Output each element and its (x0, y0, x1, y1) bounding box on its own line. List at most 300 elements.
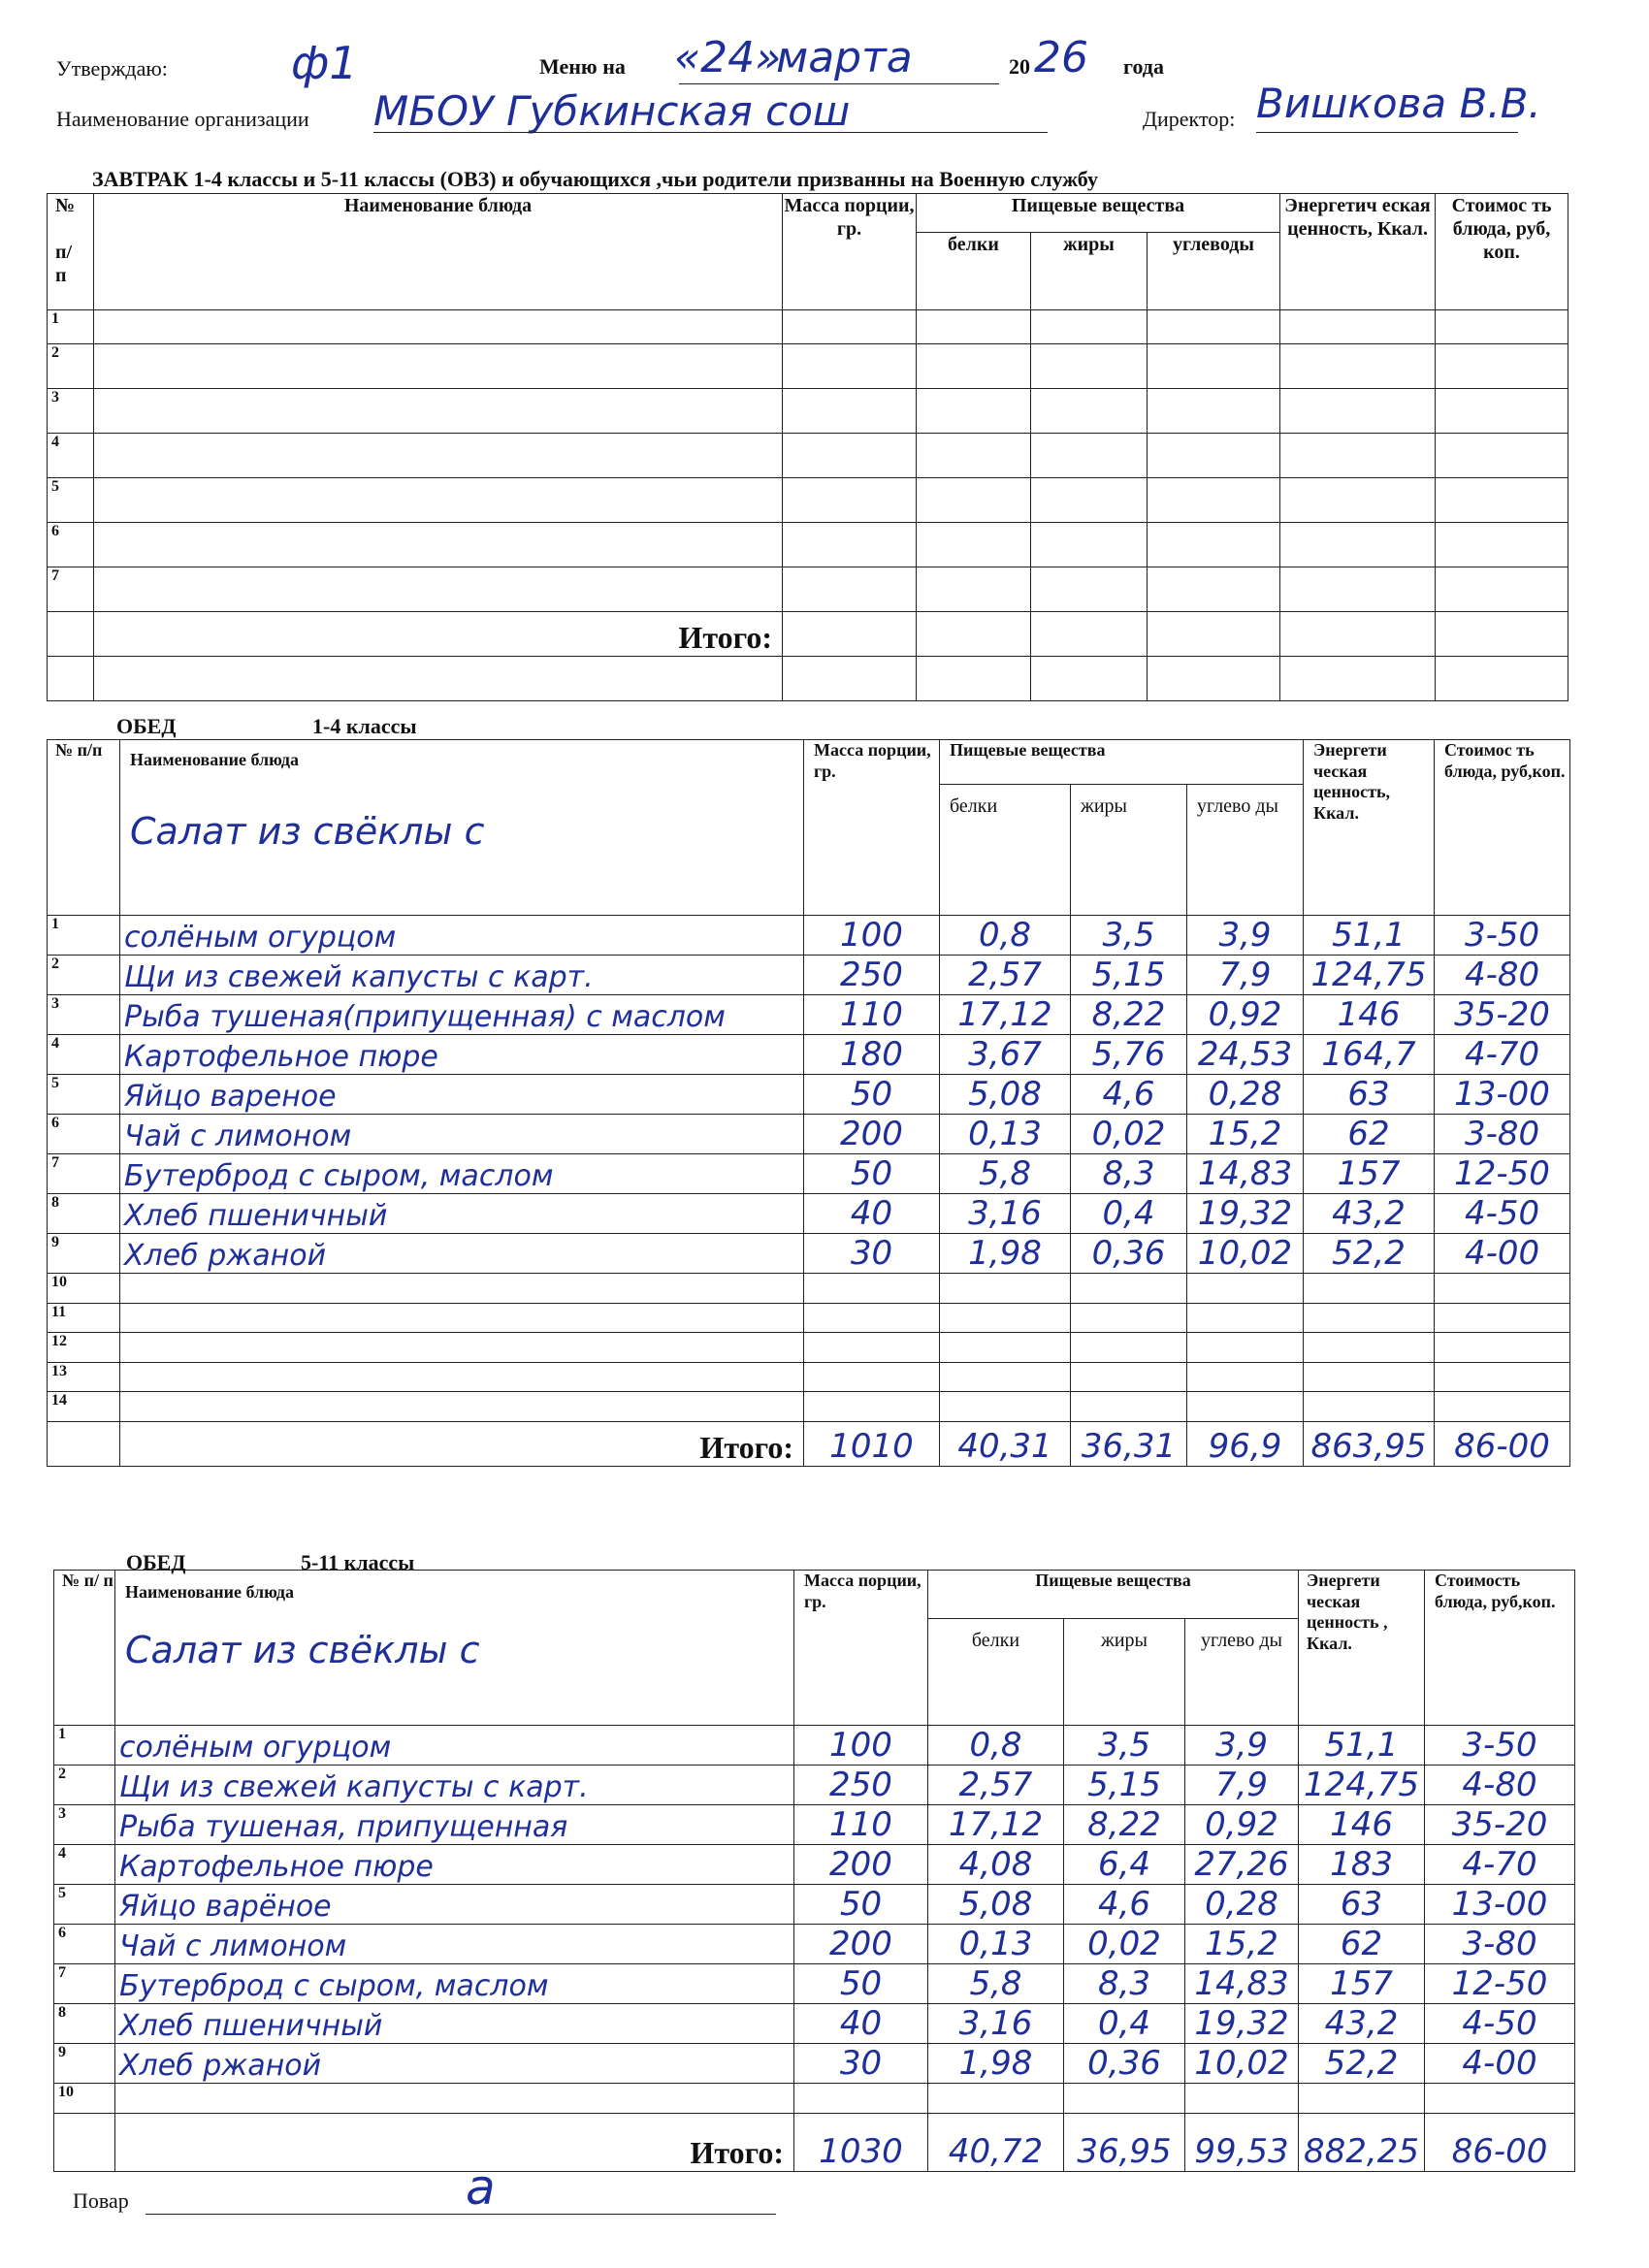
dish-mass: 50 (804, 1154, 940, 1194)
date-underline (679, 83, 999, 84)
lunch14-subtitle: 1-4 классы (312, 714, 417, 738)
cost (1425, 2084, 1575, 2114)
table-row (54, 1726, 1575, 1766)
dish-name: Чай с лимоном (120, 1115, 804, 1154)
dish-name (120, 1274, 804, 1304)
row-number: 2 (48, 956, 120, 995)
fat: 4,6 (1064, 1885, 1185, 1925)
row-number: 4 (54, 1845, 115, 1885)
fat: 0,4 (1071, 1194, 1187, 1234)
approve-signature: ф1 (291, 37, 358, 89)
cost: 35-20 (1425, 1805, 1575, 1845)
dish-name: Бутерброд с сыром, маслом (115, 1964, 794, 2004)
energy (1304, 1274, 1435, 1304)
header-note: Салат из свёклы с (130, 809, 485, 853)
table-row (48, 344, 1568, 389)
protein (940, 1362, 1071, 1392)
cost: 4-70 (1435, 1035, 1570, 1075)
table-row (54, 1964, 1575, 2004)
carbs: 0,28 (1187, 1075, 1304, 1115)
row-number: 9 (48, 1234, 120, 1274)
row-number: 4 (48, 434, 94, 478)
cost: 3-50 (1435, 916, 1570, 956)
row-number: 14 (48, 1392, 120, 1422)
protein: 5,8 (940, 1154, 1071, 1194)
fat (1064, 2084, 1185, 2114)
dish-mass: 40 (804, 1194, 940, 1234)
carbs: 3,9 (1185, 1726, 1299, 1766)
carbs (1187, 1303, 1304, 1333)
protein (940, 1392, 1071, 1422)
director-value: Вишкова В.В. (1256, 80, 1541, 127)
col-num: № п/ п (54, 1571, 115, 1726)
carbs: 7,9 (1187, 956, 1304, 995)
table-row (48, 1075, 1570, 1115)
cost: 4-70 (1425, 1845, 1575, 1885)
carbs: 19,32 (1185, 2004, 1299, 2044)
energy (1304, 1362, 1435, 1392)
total-mass: 1010 (804, 1421, 940, 1466)
cost: 12-50 (1425, 1964, 1575, 2004)
table-row (48, 1392, 1570, 1422)
col-cost: Стоимос ть блюда, руб,коп. (1435, 740, 1570, 916)
dish-name (120, 1333, 804, 1363)
energy: 124,75 (1299, 1766, 1425, 1805)
table-row (54, 1766, 1575, 1805)
carbs (1187, 1333, 1304, 1363)
protein: 17,12 (940, 995, 1071, 1035)
row-number: 5 (54, 1885, 115, 1925)
protein (928, 2084, 1064, 2114)
dish-mass: 100 (794, 1726, 928, 1766)
table-row (48, 478, 1568, 523)
total-energy: 863,95 (1304, 1421, 1435, 1466)
fat: 8,22 (1071, 995, 1187, 1035)
col-nutrients: Пищевые вещества (940, 740, 1304, 785)
cost: 4-80 (1425, 1766, 1575, 1805)
protein: 0,8 (940, 916, 1071, 956)
row-number: 3 (48, 389, 94, 434)
cost: 4-80 (1435, 956, 1570, 995)
cost: 13-00 (1425, 1885, 1575, 1925)
col-carbs: углеводы (1148, 233, 1280, 310)
dish-name: Бутерброд с сыром, маслом (120, 1154, 804, 1194)
row-number: 6 (48, 1115, 120, 1154)
dish-name: Хлеб пшеничный (120, 1194, 804, 1234)
carbs: 10,02 (1187, 1234, 1304, 1274)
lunch511-title: ОБЕД (126, 1550, 186, 1574)
dish-mass: 110 (804, 995, 940, 1035)
dish-mass: 100 (804, 916, 940, 956)
cook-underline (146, 2214, 776, 2215)
cost (1435, 1274, 1570, 1304)
col-fat: жиры (1071, 785, 1187, 916)
fat: 8,3 (1064, 1964, 1185, 2004)
protein: 2,57 (940, 956, 1071, 995)
col-energy: Энергетич еская ценность, Ккал. (1280, 194, 1436, 310)
row-number: 10 (48, 1274, 120, 1304)
total-fat: 36,95 (1064, 2113, 1185, 2171)
row-number: 6 (48, 523, 94, 567)
dish-name: Щи из свежей капусты с карт. (115, 1766, 794, 1805)
cost: 3-80 (1425, 1925, 1575, 1964)
row-number: 11 (48, 1303, 120, 1333)
dish-mass (804, 1333, 940, 1363)
energy: 43,2 (1299, 2004, 1425, 2044)
total-cost: 86-00 (1425, 2113, 1575, 2171)
lunch511-rows (54, 1726, 1575, 2114)
protein: 0,8 (928, 1726, 1064, 1766)
col-num: № п/п (48, 740, 120, 916)
table-row (48, 434, 1568, 478)
protein: 17,12 (928, 1805, 1064, 1845)
cost (1435, 1303, 1570, 1333)
energy (1304, 1303, 1435, 1333)
total-cost: 86-00 (1435, 1421, 1570, 1466)
carbs: 7,9 (1185, 1766, 1299, 1805)
total-row (48, 1421, 1570, 1466)
dish-name: Яйцо вареное (120, 1075, 804, 1115)
table-row (48, 1274, 1570, 1304)
col-name: Наименование блюда (94, 194, 783, 310)
menu-label: Меню на (539, 54, 626, 79)
dish-mass: 250 (794, 1766, 928, 1805)
carbs: 14,83 (1185, 1964, 1299, 2004)
fat (1071, 1333, 1187, 1363)
energy: 63 (1304, 1075, 1435, 1115)
total-label: Итого: (115, 2113, 794, 2171)
col-mass: Масса порции, гр. (804, 740, 940, 916)
energy (1299, 2084, 1425, 2114)
table-row (48, 1194, 1570, 1234)
cook-label: Повар (73, 2188, 129, 2213)
lunch14-rows (48, 916, 1570, 1422)
dish-mass: 110 (794, 1805, 928, 1845)
total-row (48, 612, 1568, 657)
carbs (1185, 2084, 1299, 2114)
dish-name (115, 2084, 794, 2114)
row-number: 7 (48, 567, 94, 612)
fat (1071, 1362, 1187, 1392)
table-row (54, 1805, 1575, 1845)
fat: 3,5 (1071, 916, 1187, 956)
col-protein: белки (917, 233, 1031, 310)
energy: 62 (1299, 1925, 1425, 1964)
row-number: 3 (48, 995, 120, 1035)
protein: 5,08 (940, 1075, 1071, 1115)
energy: 183 (1299, 1845, 1425, 1885)
energy: 62 (1304, 1115, 1435, 1154)
table-row (48, 523, 1568, 567)
cost: 3-50 (1425, 1726, 1575, 1766)
table-row (54, 1925, 1575, 1964)
dish-mass: 50 (794, 1885, 928, 1925)
carbs: 3,9 (1187, 916, 1304, 956)
fat: 5,76 (1071, 1035, 1187, 1075)
col-name (115, 1571, 794, 1726)
dish-name (120, 1392, 804, 1422)
fat (1071, 1392, 1187, 1422)
dish-mass (804, 1274, 940, 1304)
col-cost: Стоимос ть блюда, руб, коп. (1436, 194, 1568, 310)
dish-mass: 200 (794, 1925, 928, 1964)
row-number: 2 (54, 1766, 115, 1805)
col-mass: Масса порции, гр. (783, 194, 917, 310)
breakfast-table (47, 193, 1568, 701)
lunch14-table (47, 739, 1570, 1467)
col-carbs: углево ды (1187, 785, 1304, 916)
table-row (48, 995, 1570, 1035)
protein: 1,98 (928, 2044, 1064, 2084)
cook-signature: а (466, 2159, 496, 2216)
approve-label: Утверждаю: (56, 56, 168, 81)
row-number: 9 (54, 2044, 115, 2084)
cost: 3-80 (1435, 1115, 1570, 1154)
protein: 5,08 (928, 1885, 1064, 1925)
menu-date-day: «24» (674, 33, 782, 82)
fat: 0,4 (1064, 2004, 1185, 2044)
energy (1304, 1333, 1435, 1363)
total-protein: 40,72 (928, 2113, 1064, 2171)
cost: 13-00 (1435, 1075, 1570, 1115)
dish-name: солёным огурцом (120, 916, 804, 956)
header-note: Салат из свёклы с (125, 1628, 480, 1671)
row-number: 5 (48, 1075, 120, 1115)
energy: 146 (1304, 995, 1435, 1035)
cost: 4-00 (1435, 1234, 1570, 1274)
total-carbs: 96,9 (1187, 1421, 1304, 1466)
energy: 146 (1299, 1805, 1425, 1845)
table-row (54, 2084, 1575, 2114)
carbs: 14,83 (1187, 1154, 1304, 1194)
carbs (1187, 1392, 1304, 1422)
fat: 8,3 (1071, 1154, 1187, 1194)
dish-name: Рыба тушеная(припущенная) с маслом (120, 995, 804, 1035)
carbs: 15,2 (1185, 1925, 1299, 1964)
protein (940, 1333, 1071, 1363)
dish-mass: 50 (794, 1964, 928, 2004)
protein: 3,16 (928, 2004, 1064, 2044)
table-row (54, 2044, 1575, 2084)
year-word: года (1123, 54, 1164, 79)
row-number: 1 (48, 310, 94, 344)
protein: 2,57 (928, 1766, 1064, 1805)
dish-mass: 30 (794, 2044, 928, 2084)
carbs: 0,92 (1185, 1805, 1299, 1845)
dish-mass: 250 (804, 956, 940, 995)
fat (1071, 1274, 1187, 1304)
carbs: 24,53 (1187, 1035, 1304, 1075)
total-fat: 36,31 (1071, 1421, 1187, 1466)
row-number: 8 (48, 1194, 120, 1234)
total-carbs: 99,53 (1185, 2113, 1299, 2171)
energy: 157 (1304, 1154, 1435, 1194)
table-row (48, 389, 1568, 434)
fat: 4,6 (1071, 1075, 1187, 1115)
fat: 6,4 (1064, 1845, 1185, 1885)
energy: 63 (1299, 1885, 1425, 1925)
dish-name: Рыба тушеная, припущенная (115, 1805, 794, 1845)
col-fat: жиры (1064, 1619, 1185, 1726)
row-number: 7 (48, 1154, 120, 1194)
table-row (48, 1154, 1570, 1194)
col-name (120, 740, 804, 916)
table-row (48, 916, 1570, 956)
energy: 52,2 (1299, 2044, 1425, 2084)
dish-name: Картофельное пюре (115, 1845, 794, 1885)
protein: 4,08 (928, 1845, 1064, 1885)
col-protein: белки (940, 785, 1071, 916)
row-number: 12 (48, 1333, 120, 1363)
carbs: 27,26 (1185, 1845, 1299, 1885)
table-row (54, 1885, 1575, 1925)
energy: 52,2 (1304, 1234, 1435, 1274)
total-label: Итого: (94, 612, 783, 657)
cost: 35-20 (1435, 995, 1570, 1035)
dish-name (120, 1303, 804, 1333)
col-nutrients: Пищевые вещества (917, 194, 1280, 233)
row-number: 3 (54, 1805, 115, 1845)
dish-mass: 200 (794, 1845, 928, 1885)
fat: 5,15 (1071, 956, 1187, 995)
protein (940, 1303, 1071, 1333)
energy: 157 (1299, 1964, 1425, 2004)
fat: 8,22 (1064, 1805, 1185, 1845)
table-row (48, 956, 1570, 995)
table-row (48, 657, 1568, 701)
total-label: Итого: (120, 1421, 804, 1466)
row-number: 2 (48, 344, 94, 389)
col-carbs: углево ды (1185, 1619, 1299, 1726)
fat: 0,02 (1071, 1115, 1187, 1154)
total-energy: 882,25 (1299, 2113, 1425, 2171)
cost: 4-50 (1425, 2004, 1575, 2044)
fat: 0,36 (1071, 1234, 1187, 1274)
carbs (1187, 1274, 1304, 1304)
row-number: 4 (48, 1035, 120, 1075)
row-number: 1 (48, 916, 120, 956)
lunch511-table (53, 1570, 1575, 2172)
cost: 4-50 (1435, 1194, 1570, 1234)
col-num: № п/ п (48, 194, 94, 310)
cost (1435, 1392, 1570, 1422)
dish-mass (804, 1392, 940, 1422)
fat: 3,5 (1064, 1726, 1185, 1766)
col-name-label: Наименование блюда (130, 750, 299, 769)
dish-mass: 30 (804, 1234, 940, 1274)
protein: 3,16 (940, 1194, 1071, 1234)
row-number: 1 (54, 1726, 115, 1766)
col-nutrients: Пищевые вещества (928, 1571, 1299, 1619)
fat: 5,15 (1064, 1766, 1185, 1805)
table-row (54, 1845, 1575, 1885)
table-row (48, 567, 1568, 612)
dish-mass (794, 2084, 928, 2114)
dish-name (120, 1362, 804, 1392)
row-number: 6 (54, 1925, 115, 1964)
dish-name: Чай с лимоном (115, 1925, 794, 1964)
dish-name: Яйцо варёное (115, 1885, 794, 1925)
col-mass: Масса порции, гр. (794, 1571, 928, 1726)
org-label: Наименование организации (56, 107, 309, 131)
fat: 0,02 (1064, 1925, 1185, 1964)
protein: 3,67 (940, 1035, 1071, 1075)
fat (1071, 1303, 1187, 1333)
row-number: 13 (48, 1362, 120, 1392)
org-underline (373, 132, 1048, 133)
col-cost: Стоимость блюда, руб,коп. (1425, 1571, 1575, 1726)
fat: 0,36 (1064, 2044, 1185, 2084)
lunch14-title: ОБЕД (116, 714, 177, 738)
total-mass: 1030 (794, 2113, 928, 2171)
row-number: 10 (54, 2084, 115, 2114)
year-prefix: 20 (1009, 54, 1030, 79)
energy: 43,2 (1304, 1194, 1435, 1234)
energy (1304, 1392, 1435, 1422)
col-protein: белки (928, 1619, 1064, 1726)
dish-mass: 200 (804, 1115, 940, 1154)
dish-name: Картофельное пюре (120, 1035, 804, 1075)
table-row (48, 1234, 1570, 1274)
col-fat: жиры (1031, 233, 1148, 310)
carbs: 0,28 (1185, 1885, 1299, 1925)
cost: 4-00 (1425, 2044, 1575, 2084)
carbs: 10,02 (1185, 2044, 1299, 2084)
row-number: 7 (54, 1964, 115, 2004)
cost (1435, 1333, 1570, 1363)
carbs: 0,92 (1187, 995, 1304, 1035)
director-label: Директор: (1143, 107, 1236, 131)
protein: 0,13 (940, 1115, 1071, 1154)
lunch511-subtitle: 5-11 классы (301, 1550, 415, 1574)
table-row (48, 1333, 1570, 1363)
protein (940, 1274, 1071, 1304)
energy: 51,1 (1299, 1726, 1425, 1766)
carbs: 19,32 (1187, 1194, 1304, 1234)
table-row (48, 1035, 1570, 1075)
col-energy: Энергети ческая ценность , Ккал. (1299, 1571, 1425, 1726)
carbs: 15,2 (1187, 1115, 1304, 1154)
year-suffix: 26 (1034, 33, 1088, 82)
table-row (54, 2004, 1575, 2044)
carbs (1187, 1362, 1304, 1392)
dish-name: Хлеб ржаной (120, 1234, 804, 1274)
dish-mass: 50 (804, 1075, 940, 1115)
menu-date-month: марта (776, 33, 913, 82)
energy: 124,75 (1304, 956, 1435, 995)
col-energy: Энергети ческая ценность, Ккал. (1304, 740, 1435, 916)
table-row (48, 310, 1568, 344)
energy: 164,7 (1304, 1035, 1435, 1075)
dish-mass: 180 (804, 1035, 940, 1075)
dish-name: Хлеб пшеничный (115, 2004, 794, 2044)
cost (1435, 1362, 1570, 1392)
dish-name: солёным огурцом (115, 1726, 794, 1766)
total-protein: 40,31 (940, 1421, 1071, 1466)
dish-name: Щи из свежей капусты с карт. (120, 956, 804, 995)
protein: 0,13 (928, 1925, 1064, 1964)
row-number: 5 (48, 478, 94, 523)
table-row (48, 1362, 1570, 1392)
col-name-label: Наименование блюда (125, 1582, 294, 1602)
dish-name: Хлеб ржаной (115, 2044, 794, 2084)
breakfast-title: ЗАВТРАК 1-4 классы и 5-11 классы (ОВЗ) и обучающихся ,чьи родители призванны на Военную службу (92, 167, 1098, 191)
dish-mass (804, 1303, 940, 1333)
cost: 12-50 (1435, 1154, 1570, 1194)
protein: 1,98 (940, 1234, 1071, 1274)
table-row (48, 1115, 1570, 1154)
table-row (48, 1303, 1570, 1333)
